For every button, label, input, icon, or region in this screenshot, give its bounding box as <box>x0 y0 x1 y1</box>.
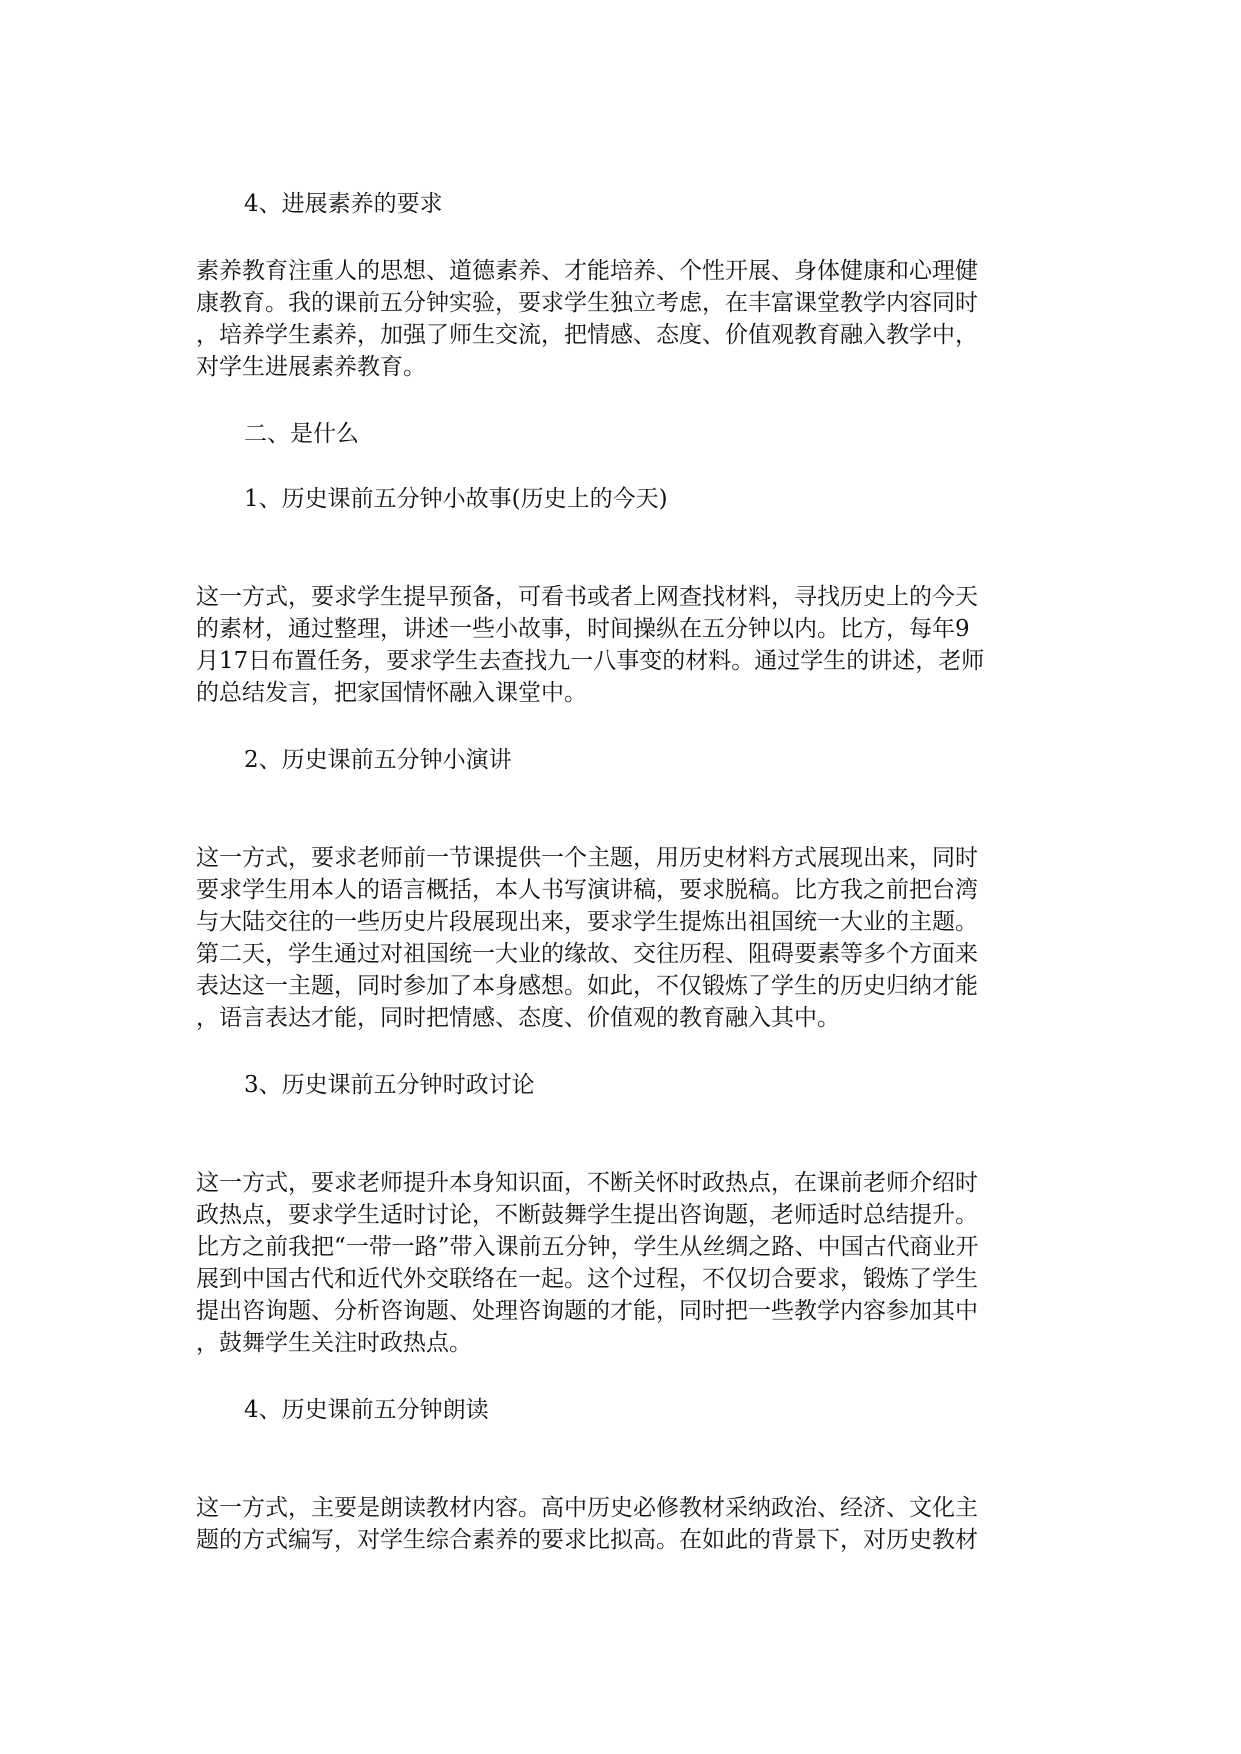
paragraph-line: 提出咨询题、分析咨询题、处理咨询题的才能，同时把一些教学内容参加其中 <box>196 1298 978 1324</box>
section-heading: 4、历史课前五分钟朗读 <box>244 1397 489 1423</box>
paragraph-line: 题的方式编写，对学生综合素养的要求比拟高。在如此的背景下，对历史教材 <box>196 1527 978 1553</box>
paragraph-line: 展到中国古代和近代外交联络在一起。这个过程，不仅切合要求，锻炼了学生 <box>196 1266 978 1292</box>
paragraph-line: 的素材，通过整理，讲述一些小故事，时间操纵在五分钟以内。比方，每年9 <box>196 616 970 642</box>
section-heading: 2、历史课前五分钟小演讲 <box>244 747 512 773</box>
paragraph-line: 这一方式，要求学生提早预备，可看书或者上网查找材料，寻找历史上的今天 <box>196 584 978 610</box>
paragraph-line: 第二天，学生通过对祖国统一大业的缘故、交往历程、阻碍要素等多个方面来 <box>196 941 978 967</box>
paragraph-line: 这一方式，要求老师提升本身知识面，不断关怀时政热点，在课前老师介绍时 <box>196 1170 978 1196</box>
paragraph-line: ，培养学生素养，加强了师生交流，把情感、态度、价值观教育融入教学中， <box>196 322 978 348</box>
paragraph-line: 这一方式，要求老师前一节课提供一个主题，用历史材料方式展现出来，同时 <box>196 845 978 871</box>
paragraph-line: 表达这一主题，同时参加了本身感想。如此，不仅锻炼了学生的历史归纳才能 <box>196 973 978 999</box>
paragraph-line: 康教育。我的课前五分钟实验，要求学生独立考虑，在丰富课堂教学内容同时 <box>196 290 978 316</box>
section-heading: 3、历史课前五分钟时政讨论 <box>244 1072 535 1098</box>
paragraph-line: 比方之前我把“一带一路”带入课前五分钟，学生从丝绸之路、中国古代商业开 <box>196 1234 979 1260</box>
paragraph-line: 对学生进展素养教育。 <box>196 354 426 380</box>
paragraph-line: 政热点，要求学生适时讨论，不断鼓舞学生提出咨询题，老师适时总结提升。 <box>196 1202 978 1228</box>
paragraph-line: 素养教育注重人的思想、道德素养、才能培养、个性开展、身体健康和心理健 <box>196 258 978 284</box>
section-heading: 1、历史课前五分钟小故事(历史上的今天) <box>244 486 668 512</box>
paragraph-line: ，鼓舞学生关注时政热点。 <box>196 1330 472 1356</box>
paragraph-line: 这一方式，主要是朗读教材内容。高中历史必修教材采纳政治、经济、文化主 <box>196 1495 978 1521</box>
paragraph-line: 要求学生用本人的语言概括，本人书写演讲稿，要求脱稿。比方我之前把台湾 <box>196 877 978 903</box>
section-heading: 4、进展素养的要求 <box>244 191 443 217</box>
section-heading: 二、是什么 <box>244 421 359 447</box>
paragraph-line: 与大陆交往的一些历史片段展现出来，要求学生提炼出祖国统一大业的主题。 <box>196 909 978 935</box>
paragraph-line: 的总结发言，把家国情怀融入课堂中。 <box>196 680 587 706</box>
paragraph-line: 月17日布置任务，要求学生去查找九一八事变的材料。通过学生的讲述，老师 <box>196 648 985 674</box>
paragraph-line: ，语言表达才能，同时把情感、态度、价值观的教育融入其中。 <box>196 1005 840 1031</box>
